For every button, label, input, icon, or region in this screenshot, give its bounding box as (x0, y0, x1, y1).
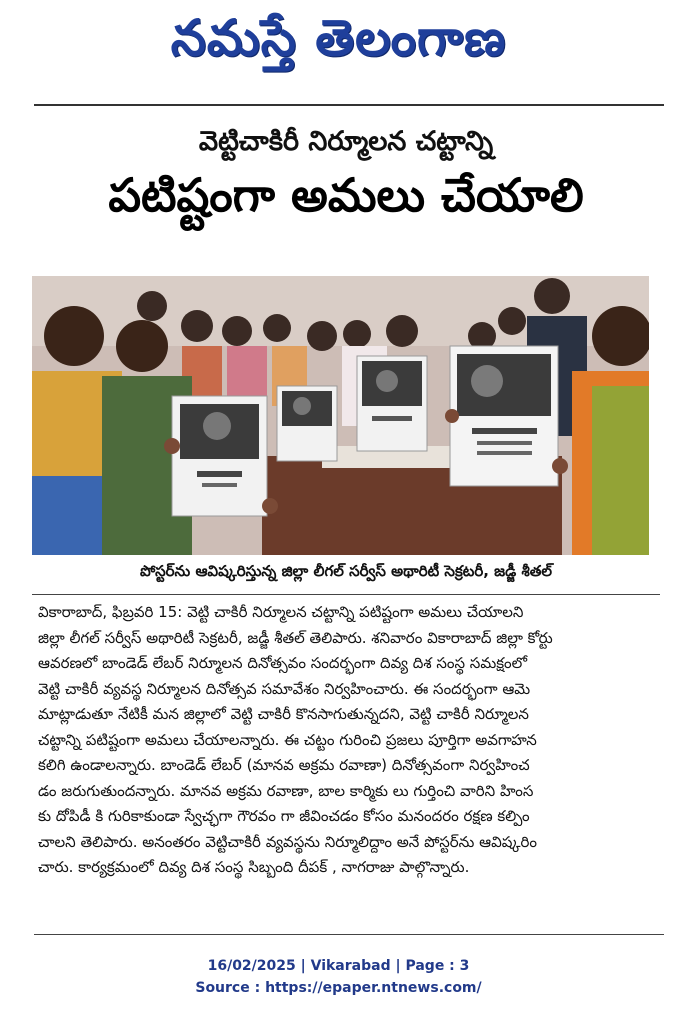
article-line: వెట్టి చాకిరీ వ్యవస్థ నిర్మూలన దినోత్సవ సమావేశం నిర్వహించారు. ఈ సందర్భంగా ఆమె (38, 679, 531, 698)
article-line: వికారాబాద్, ఫిబ్రవరి 15: వెట్టి చాకిరీ నిర్మూలన చట్టాన్ని పటిష్టంగా అమలు చేయాలని (38, 603, 524, 621)
article-line: ఆవరణలో బాండెడ్ లేబర్ నిర్మూలన దినోత్సవం సందర్భంగా దివ్య దిశ సంస్థ సమక్షంలో (38, 654, 528, 672)
article-clipping (32, 120, 660, 930)
masthead-title: నమస్తే తెలంగాణ (170, 8, 507, 67)
page-footer (0, 955, 677, 999)
article-photo (32, 276, 649, 555)
article-line: చారు. కార్యక్రమంలో దివ్య దిశ సంస్థ సిబ్బంది దీపక్ , నాగరాజు పాల్గొన్నారు. (38, 858, 470, 876)
article-line: కలిగి ఉండాలన్నారు. బాండెడ్ లేబర్ (మానవ అక్రమ రవాణా) దినోత్సవంగా నిర్వహించ (38, 756, 530, 774)
article-line: జిల్లా లీగల్ సర్వీస్ అథారిటీ సెక్రటరీ, జడ్జీ శీతల్ తెలిపారు. శనివారం వికారాబాద్ జిల్లా కోర్టు (38, 628, 553, 647)
article-line: చట్టాన్ని పటిష్టంగా అమలు చేయాలన్నారు. ఈ చట్టం గురించి ప్రజలు పూర్తిగా అవగాహన (38, 730, 537, 749)
footer-source-link[interactable]: Source : https://epaper.ntnews.com/ (195, 980, 482, 996)
caption-divider (32, 594, 660, 595)
article-line: చాలని తెలిపారు. అనంతరం వెట్టిచాకిరీ వ్యవస్థను నిర్మూలిద్దాం అనే పోస్టర్‌ను ఆవిష్కరిం (38, 832, 537, 851)
footer-date-edition: 16/02/2025 | Vikarabad | Page : 3 (207, 958, 470, 974)
masthead-divider (34, 104, 664, 106)
article-kicker: వెట్టిచాకిరీ నిర్మూలన చట్టాన్ని (198, 126, 494, 157)
article-headline: పటిష్టంగా అమలు చేయాలి (108, 168, 584, 222)
newspaper-masthead (0, 0, 677, 96)
article-line: మాట్లాడుతూ నేటికీ మన జిల్లాలో వెట్టి చాకిరీ కొనసాగుతున్నదని, వెట్టి చాకిరీ నిర్మూలన (38, 705, 529, 723)
footer-divider (34, 934, 664, 935)
article-body (38, 600, 642, 881)
photo-caption: పోస్టర్‌ను ఆవిష్కరిస్తున్న జిల్లా లీగల్ సర్వీస్ అథారిటీ సెక్రటరీ, జడ్జీ శీతల్ (139, 562, 553, 580)
article-line: డం జరుగుతుందన్నారు. మానవ అక్రమ రవాణా, బాల కార్మికు లు గుర్తించి వారిని హింస (38, 781, 534, 800)
article-line: కు దోపిడీ కి గురికాకుండా స్వేచ్ఛగా గౌరవం గా జీవించడం కోసం మనందరం రక్షణ కల్పిం (38, 807, 530, 825)
